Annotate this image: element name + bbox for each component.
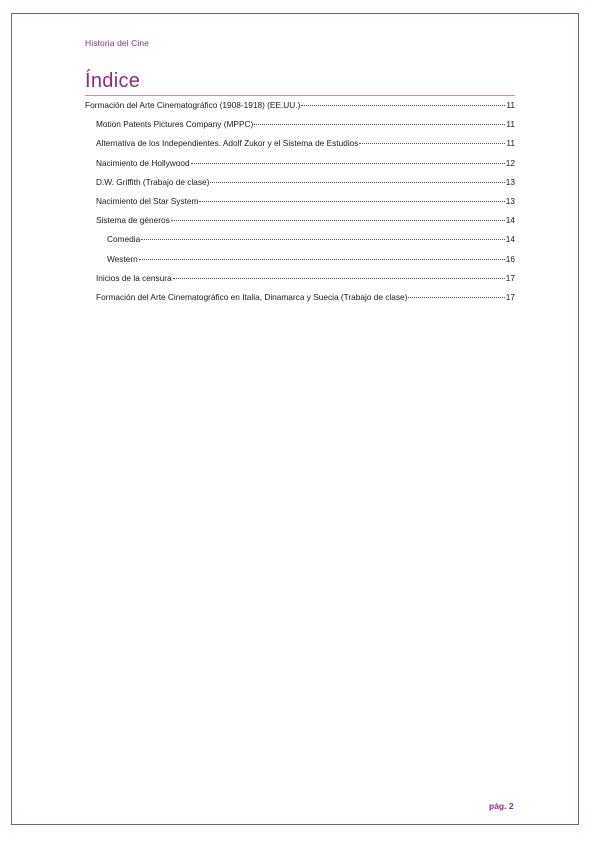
toc-entry-page-number[interactable]: 17 xyxy=(505,272,515,283)
toc-entry[interactable] xyxy=(85,288,515,307)
toc-entry[interactable] xyxy=(85,134,515,153)
toc-heading: Índice xyxy=(85,70,141,92)
toc-entry-label[interactable]: Formación del Arte Cinematográfico (1908-1918) (EE.UU.) xyxy=(85,100,301,110)
toc-entry[interactable] xyxy=(85,211,515,230)
toc-entry[interactable] xyxy=(85,96,515,115)
toc-entry-label[interactable]: Comedia xyxy=(107,234,141,245)
toc-entry-label[interactable]: Formación del Arte Cinematográfico en Italia, Dinamarca y Suecia (Trabajo de clase) xyxy=(96,291,408,302)
toc-dot-leader xyxy=(191,163,505,164)
toc-entry[interactable] xyxy=(85,269,515,288)
toc-entry-label[interactable]: Inicios de la censura xyxy=(96,272,172,283)
toc-entry-page-number[interactable]: 13 xyxy=(505,195,515,206)
toc-entry-page-number[interactable]: 13 xyxy=(505,176,515,187)
toc-dot-leader xyxy=(141,239,505,240)
running-header: Historia del Cine xyxy=(85,38,150,48)
toc-entry-page-number[interactable]: 16 xyxy=(505,253,515,264)
toc-entry-label[interactable]: Sistema de géneros xyxy=(96,215,170,226)
toc-dot-leader xyxy=(139,259,505,260)
toc-entry-page-number[interactable]: 17 xyxy=(505,291,515,302)
toc-entry[interactable] xyxy=(85,154,515,173)
toc-entry[interactable] xyxy=(85,250,515,269)
toc-entry-label[interactable]: D.W. Griffith (Trabajo de clase) xyxy=(96,176,210,187)
toc-list xyxy=(85,96,515,307)
toc-entry[interactable] xyxy=(85,115,515,134)
toc-dot-leader xyxy=(408,297,504,298)
toc-entry-page-number[interactable]: 14 xyxy=(505,234,515,245)
toc-dot-leader xyxy=(359,143,505,144)
toc-dot-leader xyxy=(254,124,505,125)
toc-dot-leader xyxy=(171,220,505,221)
toc-entry-page-number[interactable]: 11 xyxy=(506,100,515,110)
page-number: pág. 2 xyxy=(489,801,514,811)
toc-dot-leader xyxy=(301,105,505,106)
toc-entry-page-number[interactable]: 11 xyxy=(506,119,515,130)
toc-entry-label[interactable]: Nacimiento del Star System xyxy=(96,195,199,206)
toc-entry[interactable] xyxy=(85,230,515,249)
toc-entry-label[interactable]: Nacimiento de Hollywood xyxy=(96,157,190,168)
toc-entry-page-number[interactable]: 14 xyxy=(505,215,515,226)
toc-entry-page-number[interactable]: 11 xyxy=(506,138,515,149)
toc-entry-page-number[interactable]: 12 xyxy=(505,157,515,168)
toc-entry[interactable] xyxy=(85,192,515,211)
toc-entry-label[interactable]: Motion Patents Pictures Company (MPPC) xyxy=(96,119,254,130)
toc-entry[interactable] xyxy=(85,173,515,192)
toc-entry-label[interactable]: Western xyxy=(107,253,138,264)
toc-dot-leader xyxy=(173,278,505,279)
toc-dot-leader xyxy=(210,182,504,183)
toc-entry-label[interactable]: Alternativa de los Independientes. Adolf Zukor y el Sistema de Estudios xyxy=(96,138,359,149)
toc-dot-leader xyxy=(199,201,504,202)
